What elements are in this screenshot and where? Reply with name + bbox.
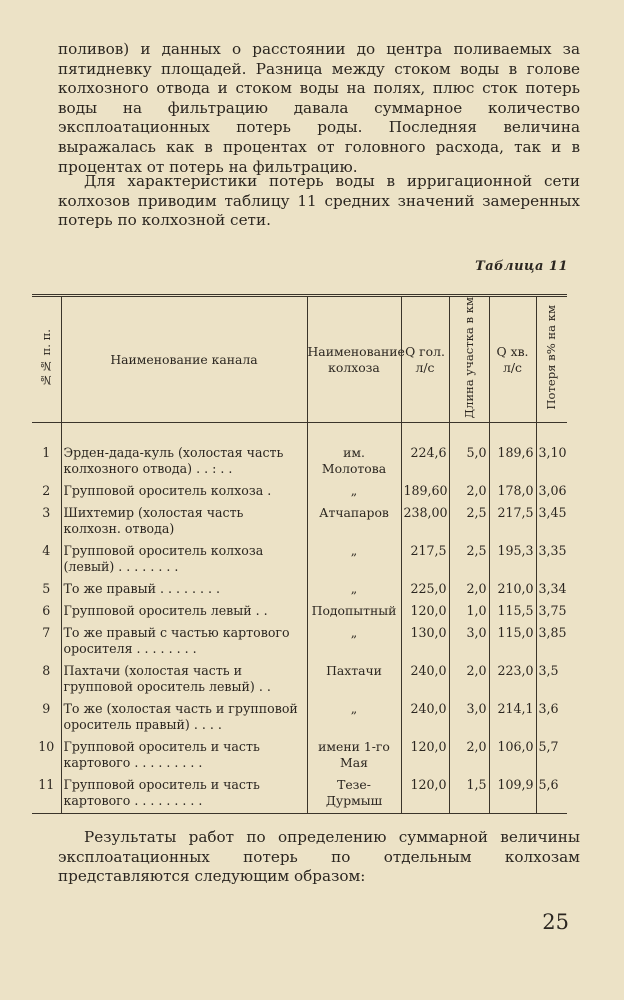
row-q-tail: 106,0	[489, 737, 536, 775]
table-row	[32, 661, 567, 699]
row-q-head: 240,0	[401, 699, 449, 737]
table-row	[32, 579, 567, 601]
header-canal: Наименование канала	[61, 296, 307, 423]
row-length: 1,0	[449, 601, 489, 623]
row-q-tail: 115,5	[489, 601, 536, 623]
row-number: 8	[42, 663, 51, 679]
row-number: 3	[42, 505, 51, 521]
row-number: 7	[42, 625, 51, 641]
page-number: 25	[542, 910, 569, 934]
row-loss: 3,85	[536, 623, 567, 661]
row-length: 3,0	[449, 699, 489, 737]
row-loss: 3,45	[536, 503, 567, 541]
row-canal: То же правый . . . . . . . .	[61, 579, 307, 601]
row-length: 1,5	[449, 775, 489, 814]
header-q-head: Q гол. л/с	[401, 296, 449, 423]
row-q-tail: 189,6	[489, 445, 536, 481]
paragraph-table-intro: Для характеристики потерь воды в ирригационной сети колхозов приводим таблицу 11 средних значений замеренных потерь по колхозной сети.	[58, 172, 580, 230]
row-q-head: 225,0	[401, 579, 449, 601]
row-loss: 3,06	[536, 481, 567, 503]
row-canal: Групповой ороситель колхоза .	[61, 481, 307, 503]
row-q-tail: 115,0	[489, 623, 536, 661]
row-length: 2,0	[449, 481, 489, 503]
table-caption: Таблица 11	[475, 259, 568, 274]
row-canal: Шихтемир (холостая часть колхозн. отвода)	[61, 503, 307, 541]
table-row	[32, 737, 567, 775]
row-q-tail: 223,0	[489, 661, 536, 699]
row-length: 2,0	[449, 737, 489, 775]
row-q-head: 238,00	[401, 503, 449, 541]
row-number: 5	[42, 581, 51, 597]
table-row	[32, 481, 567, 503]
row-loss: 3,75	[536, 601, 567, 623]
row-number: 11	[32, 775, 61, 814]
table-row	[32, 601, 567, 623]
row-length: 2,0	[449, 579, 489, 601]
header-farm: Наименование колхоза	[307, 296, 401, 423]
paragraph-intro: поливов) и данных о расстоянии до центра поливаемых за пятидневку площадей. Разница между стоком воды в голове колхозного отвода и стоком воды на полях, плюс сток потерь воды на фильтрацию давала суммарное количество эксплоатационных потерь роды. Последняя величина выражалась как в процентах от головного расхода, так и в процентах от потерь на фильтрацию.	[58, 40, 580, 176]
row-farm: Подопытный	[307, 601, 401, 623]
row-loss: 5,7	[536, 737, 567, 775]
header-length: Длина участка в км	[449, 296, 489, 423]
table-row	[32, 503, 567, 541]
row-length: 3,0	[449, 623, 489, 661]
row-canal: Групповой ороситель и часть картового . . . . . . . . .	[61, 737, 307, 775]
table-row	[32, 541, 567, 579]
row-loss: 5,6	[536, 775, 567, 814]
row-canal: То же (холостая часть и групповой ороситель правый) . . . .	[61, 699, 307, 737]
row-loss: 3,34	[536, 579, 567, 601]
row-q-head: 120,0	[401, 601, 449, 623]
canal-losses-table	[32, 294, 567, 814]
row-length: 2,5	[449, 503, 489, 541]
row-loss: 3,10	[536, 445, 567, 481]
row-farm: „	[307, 541, 401, 579]
row-q-tail: 178,0	[489, 481, 536, 503]
row-farm: Атчапаров	[307, 503, 401, 541]
row-farm: „	[307, 481, 401, 503]
row-canal: Эрден-дада-куль (холостая часть колхозного отвода) . . : . .	[61, 445, 307, 481]
row-farm: им. Молотова	[307, 445, 401, 481]
row-farm: Тезе-Дурмыш	[307, 775, 401, 814]
row-q-tail: 214,1	[489, 699, 536, 737]
paragraph-results: Результаты работ по определению суммарной величины эксплоатационных потерь по отдельным колхозам представляются следующим образом:	[58, 828, 580, 886]
row-farm: „	[307, 623, 401, 661]
row-canal: Групповой ороситель левый . .	[61, 601, 307, 623]
row-canal: Пахтачи (холостая часть и групповой ороситель левый) . .	[61, 661, 307, 699]
row-loss: 3,6	[536, 699, 567, 737]
row-q-head: 217,5	[401, 541, 449, 579]
row-number: 10	[38, 739, 55, 755]
row-q-head: 189,60	[401, 481, 449, 503]
row-length: 2,0	[449, 661, 489, 699]
row-q-head: 130,0	[401, 623, 449, 661]
row-number: 6	[42, 603, 51, 619]
row-q-tail: 217,5	[489, 503, 536, 541]
row-loss: 3,35	[536, 541, 567, 579]
row-number: 1	[42, 445, 51, 461]
row-canal: Групповой ороситель колхоза (левый) . . . . . . . .	[61, 541, 307, 579]
row-length: 5,0	[449, 445, 489, 481]
row-q-tail: 195,3	[489, 541, 536, 579]
row-number: 9	[42, 701, 51, 717]
table-row	[32, 623, 567, 661]
row-farm: имени 1-го Мая	[307, 737, 401, 775]
row-farm: „	[307, 579, 401, 601]
row-q-tail: 210,0	[489, 579, 536, 601]
row-q-tail: 109,9	[489, 775, 536, 814]
row-q-head: 224,6	[401, 445, 449, 481]
row-canal: То же правый с частью картового оросителя . . . . . . . .	[61, 623, 307, 661]
table-row	[32, 775, 567, 814]
row-number: 2	[42, 483, 51, 499]
row-q-head: 120,0	[401, 737, 449, 775]
row-number: 4	[42, 543, 51, 559]
row-farm: Пахтачи	[307, 661, 401, 699]
table-row	[32, 445, 567, 481]
row-length: 2,5	[449, 541, 489, 579]
table-row	[32, 699, 567, 737]
table-header-row	[32, 296, 567, 423]
row-canal: Групповой ороситель и часть картового . . . . . . . . .	[61, 775, 307, 814]
header-q-tail: Q хв. л/с	[489, 296, 536, 423]
row-farm: „	[307, 699, 401, 737]
row-q-head: 240,0	[401, 661, 449, 699]
header-loss: Потеря в% на км	[536, 296, 567, 423]
header-number: №№ п. п.	[32, 296, 61, 423]
row-loss: 3,5	[536, 661, 567, 699]
row-q-head: 120,0	[401, 775, 449, 814]
